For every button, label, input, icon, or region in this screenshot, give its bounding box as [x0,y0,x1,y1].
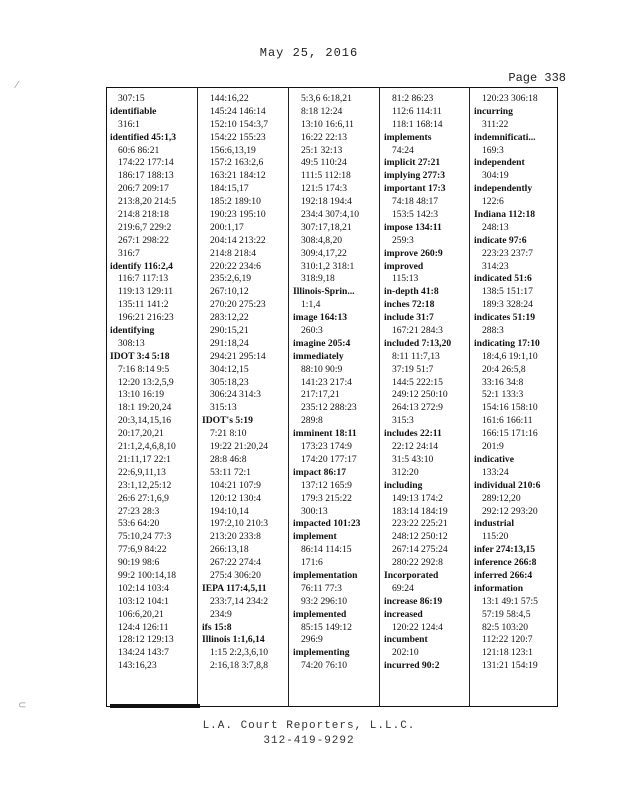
index-entry-locator: 121:18 123:1 [482,647,533,659]
index-entry-locator: 144:16,22 [210,93,249,104]
index-entry-locator: 196:21 216:23 [118,312,174,324]
index-entry-locator: 25:1 32:13 [301,144,343,156]
index-entry-locator: 316:7 [118,247,140,259]
index-entry-locator: 197:2,10 210:3 [210,518,269,530]
page-number: Page 338 [508,71,566,85]
index-entry-locator: 233:7,14 234:2 [210,595,269,607]
index-entry-locator: 88:10 90:9 [301,363,343,375]
index-entry-locator: 21:1,2,4,6,8,10 [118,441,176,453]
index-entry-locator: 120:22 124:4 [392,621,443,633]
index-entry-locator: 115:20 [482,531,509,543]
index-entry-locator: 289:8 [301,415,323,427]
index-entry-term: information [474,582,524,594]
index-entry-locator: 104:21 107:9 [210,479,261,491]
index-entry-locator: 275:4 306:20 [210,569,261,581]
index-entry-term: indicate 97:6 [474,234,527,246]
index-entry-term: impact 86:17 [293,466,347,478]
index-entry-locator: 85:15 149:12 [301,621,352,633]
index-column-1 [106,87,197,707]
index-entry-locator: 138:5 151:17 [482,286,533,298]
index-entry-locator: 154:22 155:23 [210,131,266,143]
index-entry-locator: 161:6 166:11 [482,415,533,427]
index-entry-term: improved [384,260,424,272]
index-entry-locator: 135:11 141:2 [118,299,169,311]
index-column-5 [469,87,558,707]
index-entry-locator: 144:5 222:15 [392,376,443,388]
index-entry-locator: 267:22 274:4 [210,557,261,569]
index-entry-locator: 74:20 76:10 [301,660,348,672]
index-entry-locator: 120:23 306:18 [482,93,538,104]
index-entry-locator: 115:13 [392,273,419,285]
footer-bar [110,704,200,708]
scan-artifact: ⊂ [18,700,27,711]
index-entry-locator: 18:1 19:20,24 [118,402,172,414]
index-entry-locator: 116:7 117:13 [118,273,169,285]
index-entry-term: inches 72:18 [384,299,435,311]
index-entry-locator: 118:1 168:14 [392,118,443,130]
index-entry-locator: 267:1 298:22 [118,234,169,246]
index-entry-locator: 1:1,4 [301,299,321,311]
index-entry-locator: 2:16,18 3:7,8,8 [210,660,269,672]
index-entry-locator: 248:12 250:12 [392,531,448,543]
index-entry-locator: 102:14 103:4 [118,582,169,594]
index-entry-locator: 315:3 [392,415,414,427]
index-entry-term: indicating 17:10 [474,337,540,349]
index-entry-locator: 234:4 307:4,10 [301,209,360,221]
footer-phone: 312-419-9292 [263,735,355,747]
index-entry-locator: 26:6 27:1,6,9 [118,492,169,504]
index-entry-locator: 201:9 [482,441,504,453]
index-entry-locator: 306:24 314:3 [210,389,261,401]
index-entry-locator: 192:18 194:4 [301,196,352,208]
index-entry-locator: 103:12 104:1 [118,595,169,607]
index-entry-locator: 166:15 171:16 [482,428,538,440]
index-entry-locator: 214:8 218:18 [118,209,169,221]
index-entry-locator: 179:3 215:22 [301,492,352,504]
index-entry-locator: 5:3,6 6:18,21 [301,93,352,104]
index-entry-locator: 120:12 130:4 [210,492,261,504]
index-entry-term: IEPA 117:4,5,11 [202,582,267,594]
index-entry-locator: 288:3 [482,325,504,337]
index-entry-locator: 300:13 [301,505,328,517]
index-entry-locator: 20:17,20,21 [118,428,164,440]
index-entry-term: Illinois-Sprin... [293,286,355,298]
index-entry-locator: 13:1 49:1 57:5 [482,595,538,607]
index-entry-locator: 186:17 188:13 [118,170,174,182]
index-entry-term: IDOT 3:4 5:18 [110,350,170,362]
index-entry-locator: 308:4,8,20 [301,234,343,246]
index-entry-term: Indiana 112:18 [474,209,536,221]
index-entry-locator: 16:22 22:13 [301,131,348,143]
index-entry-term: indicates 51:19 [474,312,536,324]
index-entry-locator: 75:10,24 77:3 [118,531,172,543]
index-entry-locator: 307:17,18,21 [301,221,352,233]
index-entry-locator: 145:24 146:14 [210,105,266,117]
index-entry-locator: 12:20 13:2,5,9 [118,376,174,388]
page-date: May 25, 2016 [259,46,359,60]
index-entry-locator: 190:23 195:10 [210,209,266,221]
index-entry-term: implicit 27:21 [384,157,441,169]
index-entry-locator: 311:22 [482,118,509,130]
index-entry-locator: 1:15 2:2,3,6,10 [210,647,269,659]
index-entry-term: incurred 90:2 [384,660,440,672]
index-entry-locator: 223:23 237:7 [482,247,533,259]
index-entry-locator: 307:15 [118,93,145,104]
index-entry-locator: 121:5 174:3 [301,183,348,195]
index-entry-term: in-depth 41:8 [384,286,439,298]
index-entry-locator: 22:6,9,11,13 [118,466,166,478]
index-entry-locator: 112:22 120:7 [482,634,533,646]
index-entry-locator: 60:6 86:21 [118,144,160,156]
index-entry-term: indicative [474,453,514,465]
index-entry-locator: 134:24 143:7 [118,647,169,659]
index-entry-locator: 99:2 100:14,18 [118,569,177,581]
index-entry-locator: 235:2,6,19 [210,273,252,285]
index-entry-term: industrial [474,518,514,530]
index-entry-locator: 183:14 184:19 [392,505,448,517]
index-entry-term: indicated 51:6 [474,273,532,285]
index-entry-locator: 318:9,18 [301,273,335,285]
index-entry-locator: 304:19 [482,170,509,182]
index-entry-term: identify 116:2,4 [110,260,173,272]
index-column-4 [379,87,469,707]
index-entry-locator: 291:18,24 [210,337,249,349]
index-entry-term: include 31:7 [384,312,434,324]
index-entry-locator: 184:15,17 [210,183,249,195]
index-entry-locator: 315:13 [210,402,237,414]
index-entry-locator: 49:5 110:24 [301,157,347,169]
index-entry-locator: 283:12,22 [210,312,249,324]
index-entry-term: inference 266:8 [474,557,537,569]
index-entry-locator: 185:2 189:10 [210,196,261,208]
index-entry-locator: 219:6,7 229:2 [118,221,172,233]
index-entry-term: independent [474,157,525,169]
index-entry-locator: 137:12 165:9 [301,479,352,491]
index-entry-locator: 119:13 129:11 [118,286,173,298]
index-entry-locator: 305:18,23 [210,376,249,388]
index-entry-locator: 206:7 209:17 [118,183,169,195]
index-entry-term: inferred 266:4 [474,569,533,581]
index-entry-term: Incorporated [384,569,439,581]
index-entry-locator: 20:3,14,15,16 [118,415,172,427]
index-entry-locator: 156:6,13,19 [210,144,256,156]
index-entry-locator: 8:18 12:24 [301,105,343,117]
index-entry-locator: 280:22 292:8 [392,557,443,569]
index-entry-locator: 19:22 21:20,24 [210,441,269,453]
index-entry-locator: 248:13 [482,221,509,233]
index-entry-locator: 308:13 [118,337,145,349]
index-entry-locator: 33:16 34:8 [482,376,524,388]
index-entry-locator: 267:10,12 [210,286,249,298]
index-entry-term: imagine 205:4 [293,337,351,349]
index-entry-locator: 28:8 46:8 [210,453,247,465]
index-entry-locator: 106:6,20,21 [118,608,164,620]
index-entry-term: incumbent [384,634,428,646]
index-entry-locator: 217:17,21 [301,389,340,401]
index-entry-locator: 200:1,17 [210,221,244,233]
index-entry-term: ifs 15:8 [202,621,232,633]
index-entry-term: Illinois 1:1,6,14 [202,634,265,646]
index-entry-locator: 141:23 217:4 [301,376,352,388]
index-entry-locator: 74:18 48:17 [392,196,439,208]
index-entry-locator: 31:5 43:10 [392,453,434,465]
index-entry-term: indemnificati... [474,131,536,143]
index-entry-locator: 316:1 [118,118,140,130]
index-entry-locator: 27:23 28:3 [118,505,160,517]
index-entry-locator: 18:4,6 19:1,10 [482,350,538,362]
index-entry-locator: 309:4,17,22 [301,247,347,259]
index-entry-term: identified 45:1,3 [110,131,177,143]
index-entry-locator: 93:2 296:10 [301,595,348,607]
index-entry-locator: 124:4 126:11 [118,621,169,633]
index-entry-term: improve 260:9 [384,247,443,259]
index-entry-locator: 13:10 16:6,11 [301,118,354,130]
index-entry-locator: 213:20 233:8 [210,531,261,543]
index-entry-locator: 289:12,20 [482,492,521,504]
index-entry-locator: 81:2 86:23 [392,93,434,104]
index-entry-term: important 17:3 [384,183,446,195]
index-entry-locator: 7:16 8:14 9:5 [118,363,170,375]
index-entry-locator: 152:10 154:3,7 [210,118,269,130]
index-entry-locator: 20:4 26:5,8 [482,363,526,375]
index-entry-term: implementation [293,569,358,581]
index-entry-term: implementing [293,647,350,659]
index-column-3 [288,87,379,707]
index-entry-locator: 57:19 58:4,5 [482,608,531,620]
index-entry-locator: 77:6,9 84:22 [118,544,167,556]
index-entry-locator: 174:22 177:14 [118,157,174,169]
index-entry-locator: 111:5 112:18 [301,170,351,182]
index-entry-locator: 7:21 8:10 [210,428,247,440]
index-column-2 [197,87,288,707]
index-entry-locator: 304:12,15 [210,363,249,375]
index-entry-locator: 260:3 [301,325,323,337]
index-entry-term: increase 86:19 [384,595,443,607]
index-entry-locator: 122:6 [482,196,504,208]
index-entry-locator: 8:11 11:7,13 [392,350,440,362]
index-entry-locator: 189:3 328:24 [482,299,533,311]
index-entry-term: implements [384,131,432,143]
index-entry-locator: 37:19 51:7 [392,363,434,375]
index-entry-locator: 86:14 114:15 [301,544,352,556]
index-entry-locator: 23:1,12,25:12 [118,479,172,491]
index-entry-locator: 143:16,23 [118,660,157,672]
index-entry-locator: 312:20 [392,466,419,478]
index-entry-locator: 220:22 234:6 [210,260,261,272]
index-entry-locator: 174:20 177:17 [301,453,357,465]
index-entry-term: increased [384,608,423,620]
index-entry-locator: 90:19 98:6 [118,557,160,569]
index-entry-term: including [384,479,423,491]
index-entry-term: included 7:13,20 [384,337,452,349]
index-entry-term: independently [474,183,533,195]
index-entry-term: implemented [293,608,347,620]
index-entry-locator: 154:16 158:10 [482,402,538,414]
index-entry-term: implement [293,531,337,543]
index-entry-locator: 52:1 133:3 [482,389,524,401]
index-entry-locator: 149:13 174:2 [392,492,443,504]
index-entry-locator: 76:11 77:3 [301,582,342,594]
index-entry-locator: 270:20 275:23 [210,299,266,311]
index-entry-locator: 290:15,21 [210,325,249,337]
index-entry-term: imminent 18:11 [293,428,357,440]
index-entry-term: infer 274:13,15 [474,544,536,556]
index-entry-term: impose 134:11 [384,221,442,233]
index-entry-locator: 167:21 284:3 [392,325,443,337]
index-entry-locator: 163:21 184:12 [210,170,266,182]
index-entry-locator: 74:24 [392,144,414,156]
index-entry-locator: 214:8 218:4 [210,247,257,259]
index-entry-locator: 21:11,17 22:1 [118,453,171,465]
index-entry-locator: 173:23 174:9 [301,441,352,453]
index-entry-locator: 223:22 225:21 [392,518,448,530]
index-entry-locator: 128:12 129:13 [118,634,174,646]
index-entry-locator: 310:1,2 318:1 [301,260,355,272]
index-entry-locator: 82:5 103:20 [482,621,529,633]
index-entry-locator: 314:23 [482,260,509,272]
index-entry-term: includes 22:11 [384,428,442,440]
index-entry-locator: 296:9 [301,634,323,646]
index-entry-term: image 164:13 [293,312,348,324]
footer-reporter: L.A. Court Reporters, L.L.C. [202,720,416,732]
index-entry-locator: 202:10 [392,647,419,659]
index-entry-locator: 69:24 [392,582,414,594]
index-entry-term: individual 210:6 [474,479,541,491]
index-entry-locator: 204:14 213:22 [210,234,266,246]
index-entry-locator: 169:3 [482,144,504,156]
index-entry-locator: 259:3 [392,234,414,246]
index-entry-locator: 213:8,20 214:5 [118,196,177,208]
index-entry-locator: 53:6 64:20 [118,518,160,530]
index-entry-term: IDOT's 5:19 [202,415,253,427]
index-entry-locator: 249:12 250:10 [392,389,448,401]
index-entry-locator: 131:21 154:19 [482,660,538,672]
index-entry-locator: 266:13,18 [210,544,249,556]
index-entry-locator: 112:6 114:11 [392,105,442,117]
scan-artifact: ⁄ [16,80,18,91]
index-entry-locator: 171:6 [301,557,323,569]
index-entry-locator: 133:24 [482,466,509,478]
index-entry-locator: 235:12 288:23 [301,402,357,414]
index-entry-locator: 292:12 293:20 [482,505,538,517]
index-entry-locator: 157:2 163:2,6 [210,157,264,169]
index-entry-locator: 13:10 16:19 [118,389,165,401]
index-entry-term: incurring [474,105,513,117]
index-entry-term: immediately [293,350,344,362]
index-entry-term: identifiable [110,105,157,117]
index-entry-locator: 294:21 295:14 [210,350,266,362]
index-entry-locator: 267:14 275:24 [392,544,448,556]
index-entry-locator: 194:10,14 [210,505,249,517]
index-entry-term: implying 277:3 [384,170,446,182]
index-entry-locator: 153:5 142:3 [392,209,439,221]
index-entry-locator: 234:9 [210,608,232,620]
index-entry-locator: 53:11 72:1 [210,466,251,478]
index-entry-locator: 264:13 272:9 [392,402,443,414]
index-entry-term: impacted 101:23 [293,518,361,530]
index-entry-locator: 22:12 24:14 [392,441,439,453]
index-entry-term: identifying [110,325,155,337]
